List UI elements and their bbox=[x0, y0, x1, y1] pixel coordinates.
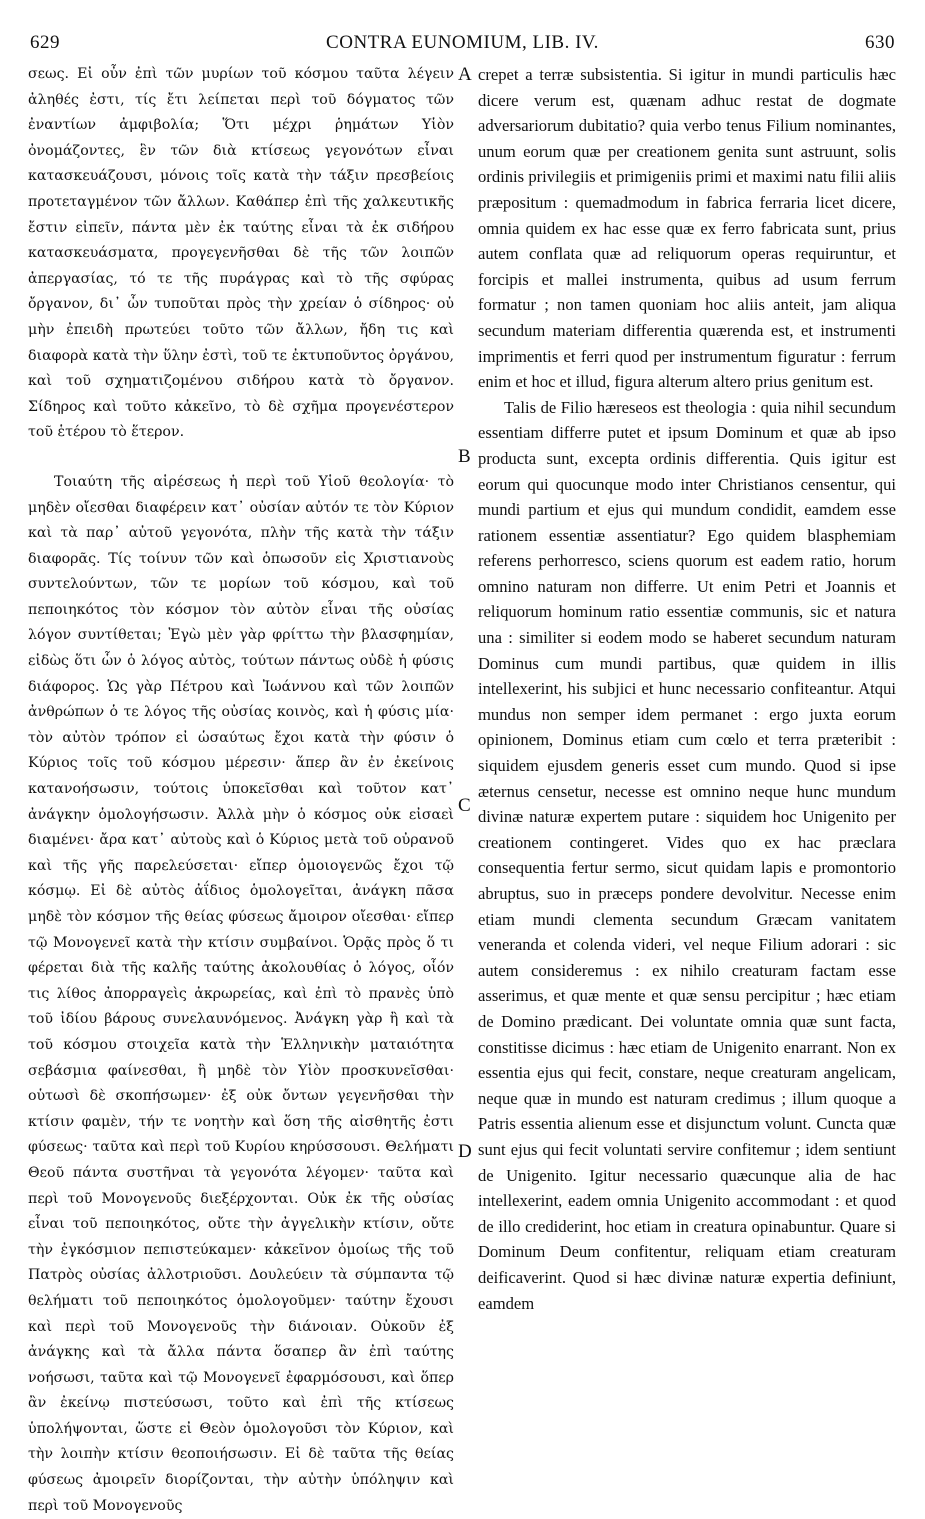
latin-paragraph-2: Talis de Filio hæreseos est theologia : quia nihil secundum essentiam differre putet et ipsum Dominum et quæ ab ipso producta sunt, excepta ordinis differentia. Quis igitur est eorum qui quocunque modo inter Christianos censentur, qui mundi partium et ejus qui mundum condidit, eamdem esse rationem essentiæ assentiatur? Ego quidem blasphemiam referens perhorresco, sciens quorum est eadem ratio, horum omnino naturam non differre. Ut enim Petri et Joannis et reliquorum hominum ratio essentiæ communis, sic et natura una : similiter si eodem modo se haberet secundum naturam Dominus cum mundi partibus, quæ quidem in illis intellexerint, his subjici et hunc necessario confiteantur. Atqui mundus non semper idem permanet : ergo juxta eorum opinionem, Dominus etiam cum cœlo et terra præteribit : siquidem ejusdem generis esset cum mundo. Quod si ipse æternus censetur, necesse est omnino neque hunc mundum divinæ naturæ expertem putare : siquidem hoc Unigenito per creationem contingeret. Vides quo ex hac præclara consequentia fertur sermo, sicut quidam lapis e promontorio abruptus, suo in præceps pondere devolvitur. Necesse enim etiam mundi clementa secundum Græcam vanitatem veneranda et colenda videri, vel neque Filium adorari : sic autem consideremus : ex nihilo creaturam factam esse asserimus, et quæ mente et quæ sensu percipitur ; hæc etiam de Domino prædicant. Dei voluntate omnia quæ sunt facta, constitisse dicimus : hæc etiam de Unigenito enarrant. Non ex essentia ejus qui fecit, constare, neque creaturam angelicam, neque quæ in mundo est naturam credimus ; illum quoque a Patris essentia alienum esse et disjunctum volunt. Cuncta quæ sunt ejus qui fecit voluntati servire confitemur ; idem sentiunt de Unigenito. Igitur necessario quæcunque alia de hac intellexerint, eadem omnia Unigenito accommodant : et quod de illo crediderint, hoc etiam in creatura opinabuntur. Quare si Dominum Deum confitentur, reliquam etiam creaturam deificaverint. Quod si hæc divinæ naturæ expertia definiunt, eamdem bbox=[478, 397, 896, 1313]
section-marker-c: C bbox=[458, 795, 471, 816]
running-title: CONTRA EUNOMIUM, LIB. IV. bbox=[326, 32, 599, 53]
latin-column bbox=[478, 62, 896, 1316]
left-page-number: 629 bbox=[30, 32, 60, 53]
section-marker-d: D bbox=[458, 1141, 472, 1162]
greek-paragraph-2: Τοιαύτη τῆς αἱρέσεως ἡ περὶ τοῦ Υἱοῦ θεολογία· τὸ μηδὲν οἴεσθαι διαφέρειν κατ᾽ οὐσίαν αὐτόν τε τὸν Κύριον καὶ τὰ παρ᾽ αὐτοῦ γεγονότα, πλὴν τῆς κατὰ τὴν τάξιν διαφορᾶς. Τίς τοίνυν τῶν καὶ ὁπωσοῦν εἰς Χριστιανοὺς συντελούντων, τῶν τε μορίων τοῦ κόσμου, καὶ τοῦ πεποιηκότος τὸν κόσμον τὸν αὐτὸν εἶναι τῆς οὐσίας λόγον συντίθεται; Ἐγὼ μὲν γὰρ φρίττω τὴν βλασφημίαν, εἰδὼς ὅτι ὧν ὁ λόγος αὐτὸς, τούτων πάντως οὐδὲ ἡ φύσις διάφορος. Ὡς γὰρ Πέτρου καὶ Ἰωάννου καὶ τῶν λοιπῶν ἀνθρώπων ὁ τε λόγος τῆς οὐσίας κοινὸς, καὶ ἡ φύσις μία· τὸν αὐτὸν τρόπον εἰ ὡσαύτως ἔχοι κατὰ τὴν φύσιν ὁ Κύριος τοῖς τοῦ κόσμου μέρεσιν· ἅπερ ἂν ἐν ἐκείνοις κατανοήσωσιν, τούτοις ὑποκεῖσθαι καὶ τοῦτον κατ᾽ ἀνάγκην ὁμολογήσωσιν. Ἀλλὰ μὴν ὁ κόσμος οὐκ εἰσαεὶ διαμένει· ἄρα κατ᾽ αὐτοὺς καὶ ὁ Κύριος μετὰ τοῦ οὐρανοῦ καὶ τῆς γῆς παρελεύσεται· εἴπερ ὁμοιογενῶς ἔχοι τῷ κόσμῳ. Εἰ δὲ αὐτὸς ἀΐδιος ὁμολογεῖται, ἀνάγκη πᾶσα μηδὲ τὸν κόσμον τῆς θείας φύσεως ἄμοιρον οἴεσθαι· εἴπερ τῷ Μονογενεῖ κατὰ τὴν κτίσιν συμβαίνοι. Ὁρᾷς πρὸς ὅ τι φέρεται διὰ τῆς καλῆς ταύτης ἀκολουθίας ὁ λόγος, οἷόν τις λίθος ἀπορραγεὶς ἀκρωρείας, καὶ ἐπὶ τὸ πρανὲς ὑπὸ τοῦ ἰδίου βάρους συνελαυνόμενος. Ἀνάγκη γὰρ ἢ καὶ τὰ τοῦ κόσμου στοιχεῖα κατὰ τὴν Ἑλληνικὴν ματαιότητα σεβάσμια φαίνεσθαι, ἢ μηδὲ τὸν Υἱὸν προσκυνεῖσθαι· οὑτωσὶ δὲ σκοπήσωμεν· ἐξ οὐκ ὄντων γεγενῆσθαι τὴν κτίσιν φαμὲν, τήν τε νοητὴν καὶ ὅση τῆς αἰσθητῆς ἐστι φύσεως· ταῦτα καὶ περὶ τοῦ Κυρίου κηρύσσουσι. Θελήματι Θεοῦ πάντα συστῆναι τὰ γεγονότα λέγομεν· ταῦτα καὶ περὶ τοῦ Μονογενοῦς διεξέρχονται. Οὐκ ἐκ τῆς οὐσίας εἶναι τοῦ πεποιηκότος, οὔτε τὴν ἀγγελικὴν κτίσιν, οὔτε τὴν ἐγκόσμιον πεπιστεύκαμεν· κἀκεῖνον ὁμοίως τῆς τοῦ Πατρὸς οὐσίας ἀλλοτριοῦσι. Δουλεύειν τὰ σύμπαντα τῷ θελήματι τοῦ πεποιηκότος ὁμολογοῦμεν· ταύτην ἔχουσι καὶ περὶ τοῦ Μονογενοῦς τὴν διάνοιαν. Οὐκοῦν ἐξ ἀνάγκης καὶ τὰ ἄλλα πάντα ὅσαπερ ἂν ἐπὶ ταύτης νοήσωσι, ταῦτα καὶ τῷ Μονογενεῖ ἐφαρμόσουσι, καὶ ὅπερ ἂν ἐκείνῳ πιστεύσωσι, τοῦτο καὶ ἐπὶ τῆς κτίσεως ὑπολήψονται, ὥστε εἰ Θεὸν ὁμολογοῦσι τὸν Κύριον, καὶ τὴν λοιπὴν κτίσιν θεοποιήσωσιν. Εἰ δὲ ταῦτα τῆς θείας φύσεως ἀμοιρεῖν διορίζονται, τὴν αὐτὴν ὑπόληψιν καὶ περὶ τοῦ Μονογενοῦς bbox=[28, 473, 454, 1514]
greek-column bbox=[28, 62, 454, 1519]
right-page-number: 630 bbox=[865, 32, 895, 53]
greek-paragraph-1: σεως. Εἰ οὖν ἐπὶ τῶν μυρίων τοῦ κόσμου ταῦτα λέγειν ἀληθές ἐστι, τίς ἔτι λείπεται περὶ τοῦ δόγματος τῶν ἐναντίων ἀμφιβολία; Ὅτι μέχρι ῥημάτων Υἱὸν ὀνομάζοντες, ἓν τῶν διὰ κτίσεως γεγονότων εἶναι κατασκευάζουσι, μόνοις τοῖς κατὰ τὴν τάξιν πρεσβείοις προτεταγμένον τῶν ἄλλων. Καθάπερ ἐπὶ τῆς χαλκευτικῆς ἔστιν εἰπεῖν, πάντα μὲν ἐκ ταύτης εἶναι τὰ ἐκ σιδήρου κατασκευάσματα, προγεγενῆσθαι δὲ τῆς τῶν λοιπῶν ἀπεργασίας, τό τε τῆς πυράγρας καὶ τὸ τῆς σφύρας ὄργανον, δι᾽ ὧν τυποῦται πρὸς τὴν χρείαν ὁ σίδηρος· οὐ μὴν ἐπειδὴ πρωτεύει τοῦτο τῶν ἄλλων, ἤδη τις καὶ διαφορὰ κατὰ τὴν ὕλην ἐστὶ, τοῦ τε ἐκτυποῦντος ὀργάνου, καὶ τοῦ σχηματιζομένου σιδήρου κατὰ τὸ ὄργανον. Σίδηρος καὶ τοῦτο κἀκεῖνο, τὸ δὲ σχῆμα προγενέστερον τοῦ ἑτέρου τὸ ἕτερον. bbox=[28, 66, 454, 441]
section-marker-b: B bbox=[458, 446, 471, 467]
section-marker-a: A bbox=[458, 64, 472, 85]
running-head bbox=[30, 32, 895, 58]
latin-paragraph-1: crepet a terræ subsistentia. Si igitur in mundi particulis hæc dicere verum est, quænam adhuc restat de dogmate adversariorum dubitatio? quia verbo tenus Filium nominantes, unum eorum quæ per creationem genita sunt astruunt, solis ordinis privilegiis et primigeniis primi et maximi natu filii aliis præpositum : quemadmodum in fabrica ferraria licet dicere, omnia quidem ex hac esse quæ ex ferro fabricata sunt, prius autem conflata quæ ad reliquorum operas requiruntur, et forcipis et mallei instrumenta, quibus ad usum ferrum formatur ; non tamen quoniam hoc aliis anteit, jam aliqua secundum materiam differentia quærenda est, et instrumenti imprimentis et ferri quod per instrumentum figuratur : ferrum enim et hoc et illud, figura alterum altero prius genitum est. bbox=[478, 65, 896, 392]
